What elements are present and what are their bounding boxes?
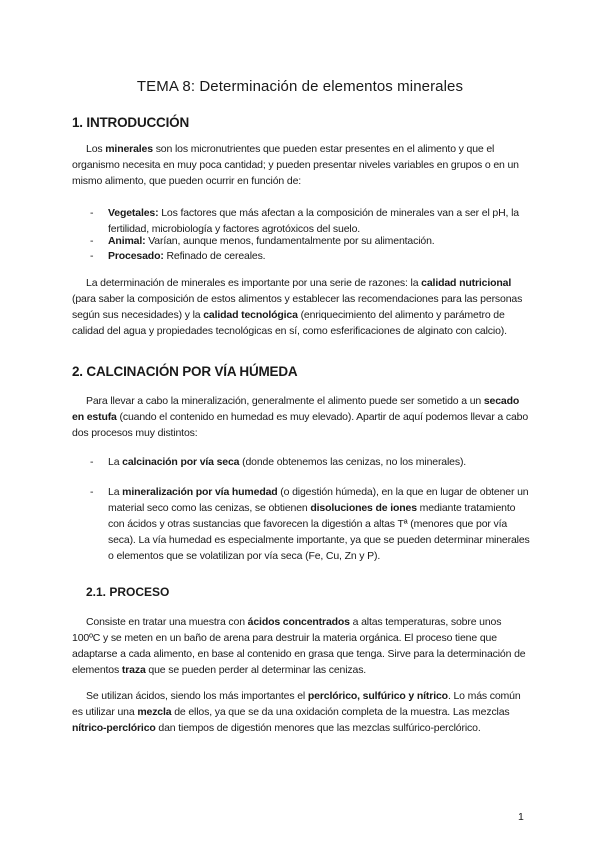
bullet-dash: - [90,456,94,468]
intro-paragraph-1: Los minerales son los micronutrientes que pueden estar presentes en el alimento y que el organismo necesita en muy poca cantidad; y pueden presentar niveles variables en grupos o en un mismo alimento, que pueden ocurrir en función de: [72,143,519,187]
proceso-paragraph-1: Consiste en tratar una muestra con ácidos concentrados a altas temperaturas, sobre unos 100ºC y se meten en un baño de arena para destruir la materia orgánica. El proceso tiene que adaptarse a cada alimento, en base al contenido en grasa que tenga. Sirve para la determinación de elementos traza que se pueden perder al determinar las cenizas. [72,616,526,676]
page-number: 1 [518,811,524,823]
calcinacion-paragraph-1: Para llevar a cabo la mineralización, generalmente el alimento puede ser sometido a un secado en estufa (cuando el contenido en humedad es muy elevado). Apartir de aquí podemos llevar a cabo dos procesos muy distintos: [72,395,529,439]
bullet-text: La calcinación por vía seca (donde obtenemos las cenizas, no los minerales). [108,456,467,468]
bullet-animal [90,233,530,249]
bullet-text: Animal: Varían, aunque menos, fundamentalmente por su alimentación. [108,235,435,247]
bullet-dash: - [90,486,94,498]
section-heading-calcinacion: 2. CALCINACIÓN POR VÍA HÚMEDA [72,364,298,379]
bullet-via-humedad [90,484,530,564]
intro-paragraph-2: La determinación de minerales es importante por una serie de razones: la calidad nutricional (para saber la composición de estos alimentos y establecer las recomendaciones para las personas según sus necesidades) y la calidad tecnológica (enriquecimiento del alimento y parámetro de calidad del agua y propiedades tecnológicas en sí, como esferificaciones de alginato con calcio). [72,277,523,337]
document-title: TEMA 8: Determinación de elementos minerales [136,78,464,95]
bullet-text: Procesado: Refinado de cereales. [108,250,266,262]
bullet-dash: - [90,207,94,219]
bullet-via-seca [90,454,530,470]
bullet-text: Vegetales: Los factores que más afectan a la composición de minerales van a ser el pH, la fertilidad, microbiología y factores agrotóxicos del suelo. [108,207,519,235]
bullet-dash: - [90,235,94,247]
bullet-text: La mineralización por vía humedad (o digestión húmeda), en la que en lugar de obtener un material seco como las cenizas, se obtienen disoluciones de iones mediante tratamiento con ácidos y otras sustancias que favorecen la digestión a altas Tª (menores que por vía seca). La vía humedad es especialmente importante, ya que se pueden determinar minerales o elementos que se volatilizan por vía seca (Fe, Cu, Zn y P). [108,486,530,562]
subsection-heading-proceso: 2.1. PROCESO [86,585,170,599]
bullet-procesado [90,248,530,264]
bullet-dash: - [90,250,94,262]
proceso-paragraph-2: Se utilizan ácidos, siendo los más importantes el perclórico, sulfúrico y nítrico. Lo más común es utilizar una mezcla de ellos, ya que se da una oxidación completa de la muestra. Las mezclas nítrico-perclórico dan tiempos de digestión menores que las mezclas sulfúrico-perclórico. [72,690,521,734]
section-heading-introduccion: 1. INTRODUCCIÓN [72,115,190,130]
